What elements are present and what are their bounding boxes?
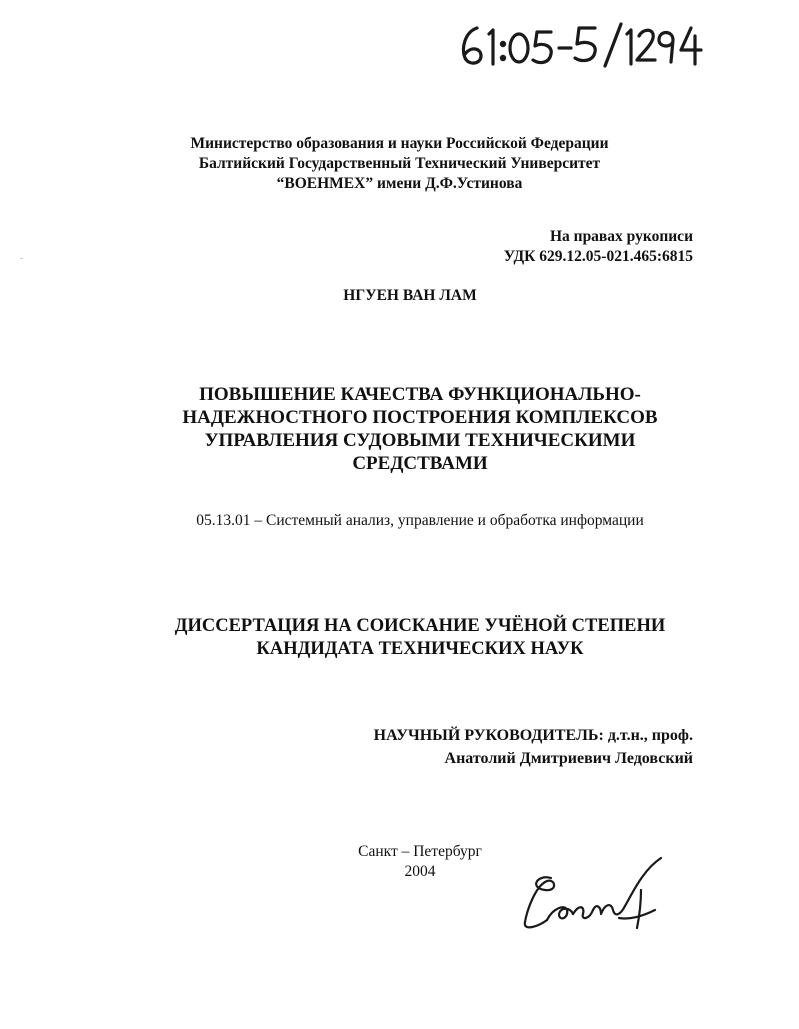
city: Санкт – Петербург (358, 843, 482, 860)
scan-speck (20, 258, 23, 259)
manuscript-rights: На правах рукописи (549, 228, 693, 245)
signature-drawing (515, 848, 675, 933)
degree-statement (140, 615, 700, 661)
supervisor-block (374, 724, 693, 770)
institution-header (0, 134, 799, 194)
ministry-line: Министерство образования и науки Российской Федерации (190, 135, 609, 152)
handwritten-signature (515, 848, 675, 933)
specialty-code: 05.13.01 – Системный анализ, управление и обработка информации (196, 512, 644, 529)
title-line-2: НАДЕЖНОСТНОГО ПОСТРОЕНИЯ КОМПЛЕКСОВ (182, 407, 658, 428)
title-line-3: УПРАВЛЕНИЯ СУДОВЫМИ ТЕХНИЧЕСКИМИ (204, 430, 636, 451)
supervisor-name: Анатолий Дмитриевич Ледовский (444, 750, 693, 767)
supervisor-title: НАУЧНЫЙ РУКОВОДИТЕЛЬ: д.т.н., проф. (373, 727, 693, 744)
year: 2004 (404, 863, 436, 880)
place-and-year (305, 842, 535, 882)
degree-line-1: ДИССЕРТАЦИЯ НА СОИСКАНИЕ УЧЁНОЙ СТЕПЕНИ (174, 616, 666, 636)
title-line-4: СРЕДСТВАМИ (352, 453, 488, 474)
handwritten-number-drawing (455, 14, 705, 74)
handwritten-number-text: 61:05-5/1294 (455, 14, 461, 15)
handwritten-archive-number (455, 14, 705, 74)
author-name: НГУЕН ВАН ЛАМ (343, 287, 477, 304)
university-line: Балтийский Государственный Технический Университет (198, 155, 601, 172)
university-name-line: “ВОЕНМЕХ” имени Д.Ф.Устинова (276, 175, 523, 192)
title-line-1: ПОВЫШЕНИЕ КАЧЕСТВА ФУНКЦИОНАЛЬНО- (199, 384, 641, 405)
udc-code: УДК 629.12.05-021.465:6815 (503, 248, 693, 265)
degree-line-2: КАНДИДАТА ТЕХНИЧЕСКИХ НАУК (256, 639, 584, 659)
dissertation-title (170, 383, 670, 475)
rights-block (504, 227, 693, 267)
